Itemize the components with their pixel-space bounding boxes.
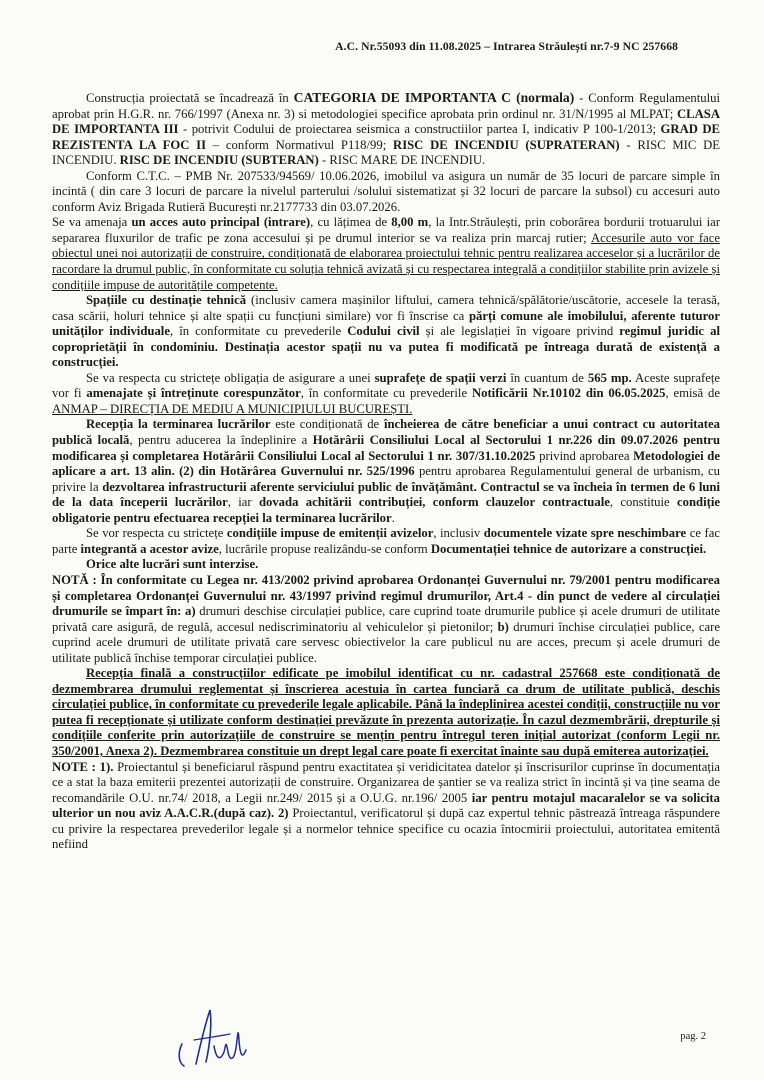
- text: și ale legislației în vigoare privind: [419, 324, 620, 339]
- text-bold: iar pentru motajul macaralelor se va solicita ulterior un nou aviz A.A.C.R.(după caz).: [52, 790, 720, 821]
- text: , emisă de: [665, 386, 720, 401]
- text-bold: Documentației tehnice de autorizare a construcției.: [430, 541, 707, 556]
- text-bold: NOTE : 1).: [52, 759, 114, 774]
- text-underlined: Accesurile auto vor face obiectul unei noi autorizații de construire, condiționată de elaborarea proiectului tehnic pentru realizarea acceselor și a lucrărilor de racordare la drumul public, în conformitate cu soluția tehnică avizată și cu respectarea integrală a condițiilor stabilite prin avizele și condițiile impuse de autoritățile competente.: [52, 230, 720, 292]
- text-bold: Recepția la terminarea lucrărilor: [86, 417, 271, 432]
- paragraph-final-reception: [52, 666, 720, 759]
- text-bold: condițiile impuse de emitenții avizelor: [226, 526, 434, 541]
- text: .: [391, 510, 395, 525]
- text: , la Intr.Străulești, prin coborârea bordurii trotuarului iar separarea fluxurilor de trafic pe zona accesului și pe drumul interior se va realiza prin marcaj rutier;: [52, 215, 720, 245]
- handwritten-signature: [176, 1000, 254, 1074]
- text-bold: Orice alte lucrări sunt interzise.: [86, 557, 259, 572]
- text-underlined: ANMAP – DIRECȚIA DE MEDIU A MUNICIPIULUI BUCUREȘTI.: [52, 401, 413, 416]
- paragraph-green-spaces: [52, 371, 720, 418]
- text-bold: dovada achitării contribuției, conform clauzelor contractuale: [258, 495, 610, 510]
- text-bold: Metodologiei de aplicare a art. 13 alin. (2) din Hotărârea Guvernului nr. 525/1996: [52, 448, 720, 479]
- text-bold: 2): [277, 806, 289, 821]
- text-bold: încheierea de către beneficiar a unui contract cu autoritatea publică locală: [52, 417, 720, 448]
- document-body: [52, 90, 720, 853]
- text: Construcția proiectată se încadrează în: [86, 91, 294, 105]
- text-bold: b): [497, 619, 509, 634]
- paragraph-note-roads: [52, 573, 720, 666]
- text-bold: RISC DE INCENDIU (SUBTERAN): [119, 153, 319, 168]
- text: Proiectantul, verificatorul și după caz expertul tehnic păstrează întreaga răspundere cu privire la respectarea prevederilor legale și a normelor tehnice specifice cu ocazia întocmirii proiectului, autoritatea emitentă nefiind: [52, 806, 721, 852]
- text-bold: regimul juridic al coproprietății în condominiu. Destinația acestor spații nu va putea fi modificată pe întreaga durată de existență a construcției.: [52, 324, 720, 370]
- text: este condiționată de: [270, 417, 384, 432]
- text: în cuantum de: [506, 370, 588, 385]
- text-bold: dezvoltarea infrastructurii aferente serviciului public de învățământ. Contractul se va încheia în termen de 6 luni de la data începerii lucrărilor: [52, 479, 720, 510]
- text-bold: un acces auto principal (intrare): [131, 215, 311, 230]
- text-bold: GRAD DE REZISTENTA LA FOC II: [52, 122, 721, 152]
- paragraph-importance-category: [52, 90, 720, 169]
- text-bold: RISC DE INCENDIU (SUPRATERAN): [393, 137, 620, 152]
- paragraph-parking: Conform C.T.C. – PMB Nr. 207533/94569/ 10.06.2026, imobilul va asigura un număr de 35 locuri de parcare simple în incintă ( din care 3 locuri de parcare la nivelul parterului /solului sistematizat și 32 locuri de parcare la subsol) cu accesuri auto conform Aviz Brigada Rutieră București nr.2177733 din 03.07.2026.: [52, 168, 720, 214]
- paragraph-reception: [52, 417, 720, 526]
- document-header: A.C. Nr.55093 din 11.08.2025 – Intrarea Străulești nr.7-9 NC 257668: [335, 40, 678, 53]
- text-bold: Codului civil: [347, 324, 420, 339]
- text: drumuri deschise circulației publice, care cuprind toate drumurile publice și acele drumuri de utilitate privată care asigură, de regulă, accesul nediscriminatoriu al vehiculelor și pietonilor;: [52, 604, 720, 634]
- text: – conform Normativul P118/99;: [206, 137, 394, 152]
- paragraph-prohibited: [52, 557, 720, 573]
- text-bold: Hotărârii Consiliului Local al Sectorului 1 nr.226 din 09.07.2026 pentru modificarea și completarea Hotărârii Consiliului Local al Sectorului 1 nr. 307/31.10.2025: [52, 433, 720, 463]
- text-bold: integrantă a acestor avize: [80, 541, 219, 556]
- text: (inclusiv camera mașinilor liftului, camera tehnică/spălătorie/uscătorie, accesele la terasă, casa scării, holuri tehnice și alte spații cu funcțiuni similare) vor fi înscrise ca: [52, 293, 721, 323]
- text-bold: Notificării Nr.10102 din 06.05.2025: [471, 386, 666, 401]
- text: , cu lățimea de: [310, 215, 392, 230]
- paragraph-permits-conditions: [52, 526, 720, 557]
- text: , în conformitate cu prevederile: [300, 386, 472, 401]
- text-bold: 565 mp.: [587, 370, 632, 385]
- text: , iar: [227, 495, 259, 510]
- page-number: pag. 2: [680, 1031, 706, 1042]
- text: Se vor respecta cu strictețe: [86, 526, 227, 541]
- text: Se va amenaja: [52, 215, 132, 230]
- text-bold: a): [185, 604, 196, 619]
- text: ce fac parte: [52, 526, 720, 556]
- paragraph-auto-access: [52, 215, 720, 293]
- text-bold-underlined: Recepția finală a construcțiilor edificate pe imobilul identificat cu nr. cadastral 257668 este condiționată de dezmembrarea drumului reglementat și înscrierea acestuia în cartea funciară ca drum de utilitate publică, deschis circulației publice, în conformitate cu prevederile legale aplicabile. Până la îndeplinirea acestei condiții, construcțiile nu vor putea fi recepționate și utilizate conform destinației prevăzute în prezenta autorizație. În cazul dezmembrării, drepturile și condițiile conferite prin autorizațiile de construire se mențin pentru întregul teren inițial autorizat (conform Legii nr. 350/2001, Anexa 2). Dezmembrarea constituie un drept legal care poate fi exercitat înainte sau după emiterea autorizației.: [52, 666, 720, 758]
- text: Proiectantul și beneficiarul răspund pentru exactitatea și veridicitatea datelor și înscrisurilor cuprinse în documentația ce a stat la baza emiterii prezentei autorizații de construire. Organizarea de șantier se va realiza strict în incintă și va ține seama de recomandările O.U. nr.74/ 2018, a Legii nr.249/ 2015 și a O.U.G. nr.196/ 2005: [52, 759, 721, 805]
- text: , inclusiv: [433, 526, 484, 541]
- text: - Conform Regulamentului aprobat prin H.G.R. nr. 766/1997 (Anexa nr. 3) si metodologiei specifice aprobata prin ordinul nr. 31/N/1995 al MLPAT;: [52, 91, 720, 121]
- text: , în conformitate cu prevederile: [169, 324, 348, 339]
- paragraph-notes: [52, 760, 720, 853]
- text-bold: amenajate și întreținute corespunzător: [86, 386, 301, 401]
- text: - RISC MIC DE INCENDIU.: [52, 137, 721, 168]
- text-bold: suprafețe de spații verzi: [374, 370, 507, 385]
- text-bold: condiție obligatorie pentru efectuarea recepției la terminarea lucrărilor: [52, 495, 720, 525]
- text-bold: documentele vizate spre neschimbare: [483, 526, 687, 541]
- text: - RISC MARE DE INCENDIU.: [318, 153, 486, 168]
- text: privind aprobarea: [535, 448, 634, 463]
- text-bold: părți comune ale imobilului, aferente tuturor unităților individuale: [52, 308, 720, 339]
- text: , pentru aducerea la îndeplinire a: [129, 433, 313, 448]
- text: Se va respecta cu strictețe obligația de asigurare a unei: [86, 370, 375, 385]
- text: , lucrările propuse realizându-se conform: [218, 541, 431, 556]
- text-bold: CLASA DE IMPORTANTA III: [52, 106, 720, 137]
- text: , constituie: [609, 495, 677, 510]
- text-bold: 8,00 m: [391, 215, 429, 230]
- text: drumuri închise circulației publice, care cuprind acele drumuri de utilitate privată care servesc obiectivelor la care publicul nu are acces, precum și acele drumuri de utilitate publică închise temporar circulației publice.: [52, 619, 721, 665]
- text-bold: NOTĂ : În conformitate cu Legea nr. 413/2002 privind aprobarea Ordonanței Guvernului nr. 79/2001 pentru modificarea și completarea Ordonanței Guvernului nr. 43/1997 privind regimul drumurilor, Art.4 - din punct de vedere al circulației drumurile se împart în:: [52, 572, 720, 619]
- text: - potrivit Codului de proiectarea seismica a constructiilor partea I, indicativ P 100-1/2013;: [178, 122, 661, 137]
- text-bold: CATEGORIA DE IMPORTANTA C (normala): [293, 90, 575, 105]
- paragraph-technical-spaces: [52, 293, 720, 371]
- text-bold: Spațiile cu destinație tehnică: [86, 293, 247, 308]
- text: pentru aprobarea Regulamentului general de urbanism, cu privire la: [52, 464, 720, 494]
- text: Aceste suprafețe vor fi: [52, 370, 720, 401]
